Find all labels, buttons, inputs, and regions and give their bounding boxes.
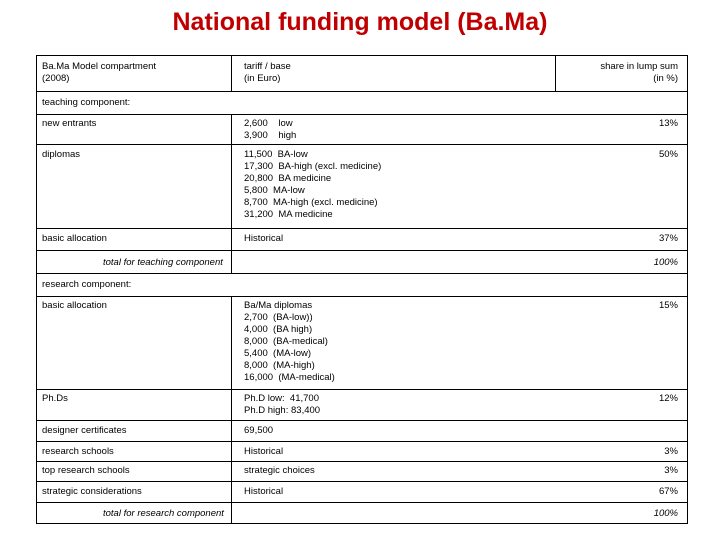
header-share: share in lump sum (in %) <box>600 61 678 84</box>
header-tariff: tariff / base (in Euro) <box>244 61 291 84</box>
row-divider <box>36 420 688 421</box>
row-tariff: Historical <box>244 446 284 457</box>
row-divider <box>36 481 688 482</box>
row-share: 15% <box>658 300 678 311</box>
funding-table <box>36 55 688 524</box>
row-tariff: Ph.D low: 41,700 Ph.D high: 83,400 <box>244 393 321 416</box>
row-tariff: 2,600 low 3,900 high <box>244 118 297 141</box>
header-divider <box>36 91 688 92</box>
row-name: Ph.Ds <box>42 393 68 404</box>
row-name: basic allocation <box>42 233 107 244</box>
row-divider <box>36 250 688 251</box>
row-share: 13% <box>658 118 678 129</box>
row-tariff: 11,500 BA-low 17,300 BA-high (excl. medicine) 20,800 BA medicine 5,800 MA-low 8,700 MA-high (excl. medicine) 31,200 MA medicine <box>244 149 382 220</box>
row-name: new entrants <box>42 118 97 129</box>
section-divider <box>36 114 688 115</box>
row-divider <box>36 502 688 503</box>
research-total-value: 100% <box>653 508 678 519</box>
row-share: 3% <box>664 446 678 457</box>
column-divider <box>555 55 556 91</box>
teaching-total-value: 100% <box>653 257 678 268</box>
row-divider <box>36 461 688 462</box>
row-divider <box>36 389 688 390</box>
row-tariff: Historical <box>244 233 284 244</box>
row-name: basic allocation <box>42 300 107 311</box>
row-share: 37% <box>658 233 678 244</box>
row-share: 50% <box>658 149 678 160</box>
row-share: 12% <box>658 393 678 404</box>
row-divider <box>36 228 688 229</box>
row-name: diplomas <box>42 149 81 160</box>
row-tariff: Historical <box>244 486 284 497</box>
research-section-label: research component: <box>42 279 132 290</box>
row-divider <box>36 441 688 442</box>
row-name: strategic considerations <box>42 486 142 497</box>
teaching-section-label: teaching component: <box>42 97 131 108</box>
section-divider <box>36 273 688 274</box>
row-divider <box>36 144 688 145</box>
row-name: research schools <box>42 446 114 457</box>
row-tariff: strategic choices <box>244 465 315 476</box>
column-divider <box>231 55 232 91</box>
research-total-label: total for research component <box>103 508 224 519</box>
row-share: 67% <box>658 486 678 497</box>
row-tariff: 69,500 <box>244 425 274 436</box>
header-compartment: Ba.Ma Model compartment (2008) <box>42 61 157 84</box>
page-title: National funding model (Ba.Ma) <box>172 8 548 36</box>
row-name: designer certificates <box>42 425 127 436</box>
column-divider <box>231 114 232 273</box>
row-name: top research schools <box>42 465 130 476</box>
row-share: 3% <box>664 465 678 476</box>
row-tariff: Ba/Ma diplomas 2,700 (BA-low)) 4,000 (BA high) 8,000 (BA-medical) 5,400 (MA-low) 8,000 (MA-high) 16,000 (MA-medical) <box>244 300 335 383</box>
column-divider <box>231 296 232 524</box>
teaching-total-label: total for teaching component <box>103 257 223 268</box>
section-divider <box>36 296 688 297</box>
